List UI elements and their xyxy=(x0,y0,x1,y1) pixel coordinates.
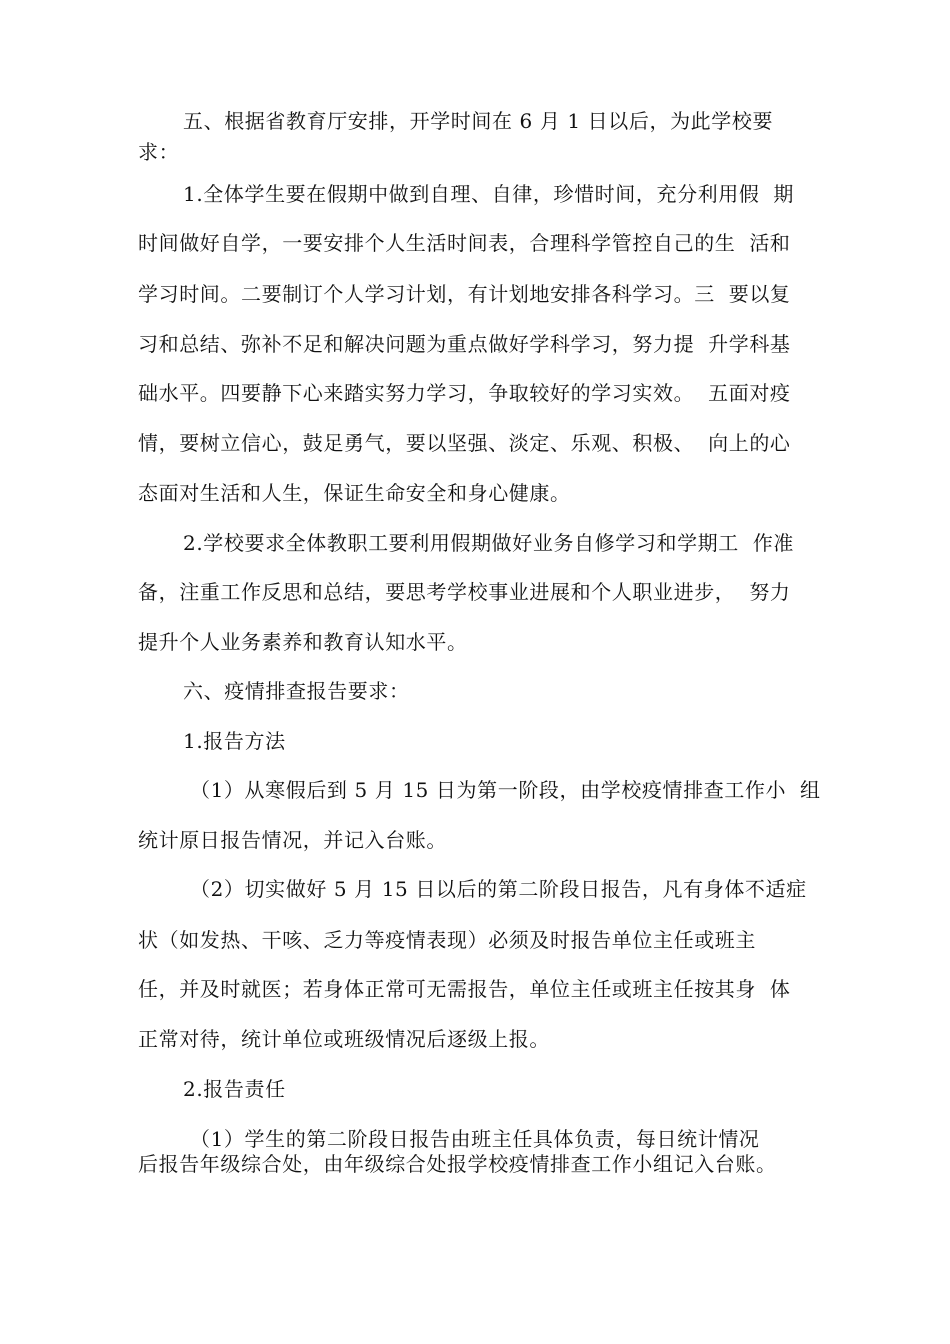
paragraph-line: 备，注重工作反思和总结，要思考学校事业进展和个人职业进步， 努力 xyxy=(138,580,791,604)
paragraph-line: 统计原日报告情况，并记入台账。 xyxy=(138,828,447,852)
paragraph-line: 正常对待，统计单位或班级情况后逐级上报。 xyxy=(138,1027,550,1051)
paragraph-line: 习和总结、弥补不足和解决问题为重点做好学科学习，努力提 升学科基 xyxy=(138,332,791,356)
paragraph-line: 提升个人业务素养和教育认知水平。 xyxy=(138,630,468,654)
paragraph-line: （2）切实做好 5 月 15 日以后的第二阶段日报告，凡有身体不适症 xyxy=(190,877,807,901)
paragraph-line: 五、根据省教育厅安排，开学时间在 6 月 1 日以后，为此学校要 xyxy=(183,109,774,133)
paragraph-line: （1）从寒假后到 5 月 15 日为第一阶段，由学校疫情排查工作小 组 xyxy=(190,778,821,802)
paragraph-line: 态面对生活和人生，保证生命安全和身心健康。 xyxy=(138,481,571,505)
subsection-heading: 2.报告责任 xyxy=(183,1077,286,1101)
paragraph-line: （1）学生的第二阶段日报告由班主任具体负责，每日统计情况 xyxy=(190,1127,760,1151)
section-heading: 六、疫情排查报告要求： xyxy=(183,679,410,703)
paragraph-line: 求： xyxy=(138,140,180,164)
paragraph-line: 时间做好自学，一要安排个人生活时间表，合理科学管控自己的生 活和 xyxy=(138,231,791,255)
paragraph-line: 1.全体学生要在假期中做到自理、自律，珍惜时间，充分利用假 期 xyxy=(183,182,794,206)
paragraph-line: 情，要树立信心，鼓足勇气，要以坚强、淡定、乐观、积极、 向上的心 xyxy=(138,431,791,455)
paragraph-line: 状（如发热、干咳、乏力等疫情表现）必须及时报告单位主任或班主 xyxy=(138,928,756,952)
paragraph-line: 任，并及时就医；若身体正常可无需报告，单位主任或班主任按其身 体 xyxy=(138,977,791,1001)
paragraph-line: 础水平。四要静下心来踏实努力学习，争取较好的学习实效。 五面对疫 xyxy=(138,381,791,405)
paragraph-line: 学习时间。二要制订个人学习计划，有计划地安排各科学习。三 要以复 xyxy=(138,282,791,306)
paragraph-line: 2.学校要求全体教职工要利用假期做好业务自修学习和学期工 作准 xyxy=(183,531,794,555)
subsection-heading: 1.报告方法 xyxy=(183,729,286,753)
paragraph-line: 后报告年级综合处，由年级综合处报学校疫情排查工作小组记入台账。 xyxy=(138,1152,777,1176)
